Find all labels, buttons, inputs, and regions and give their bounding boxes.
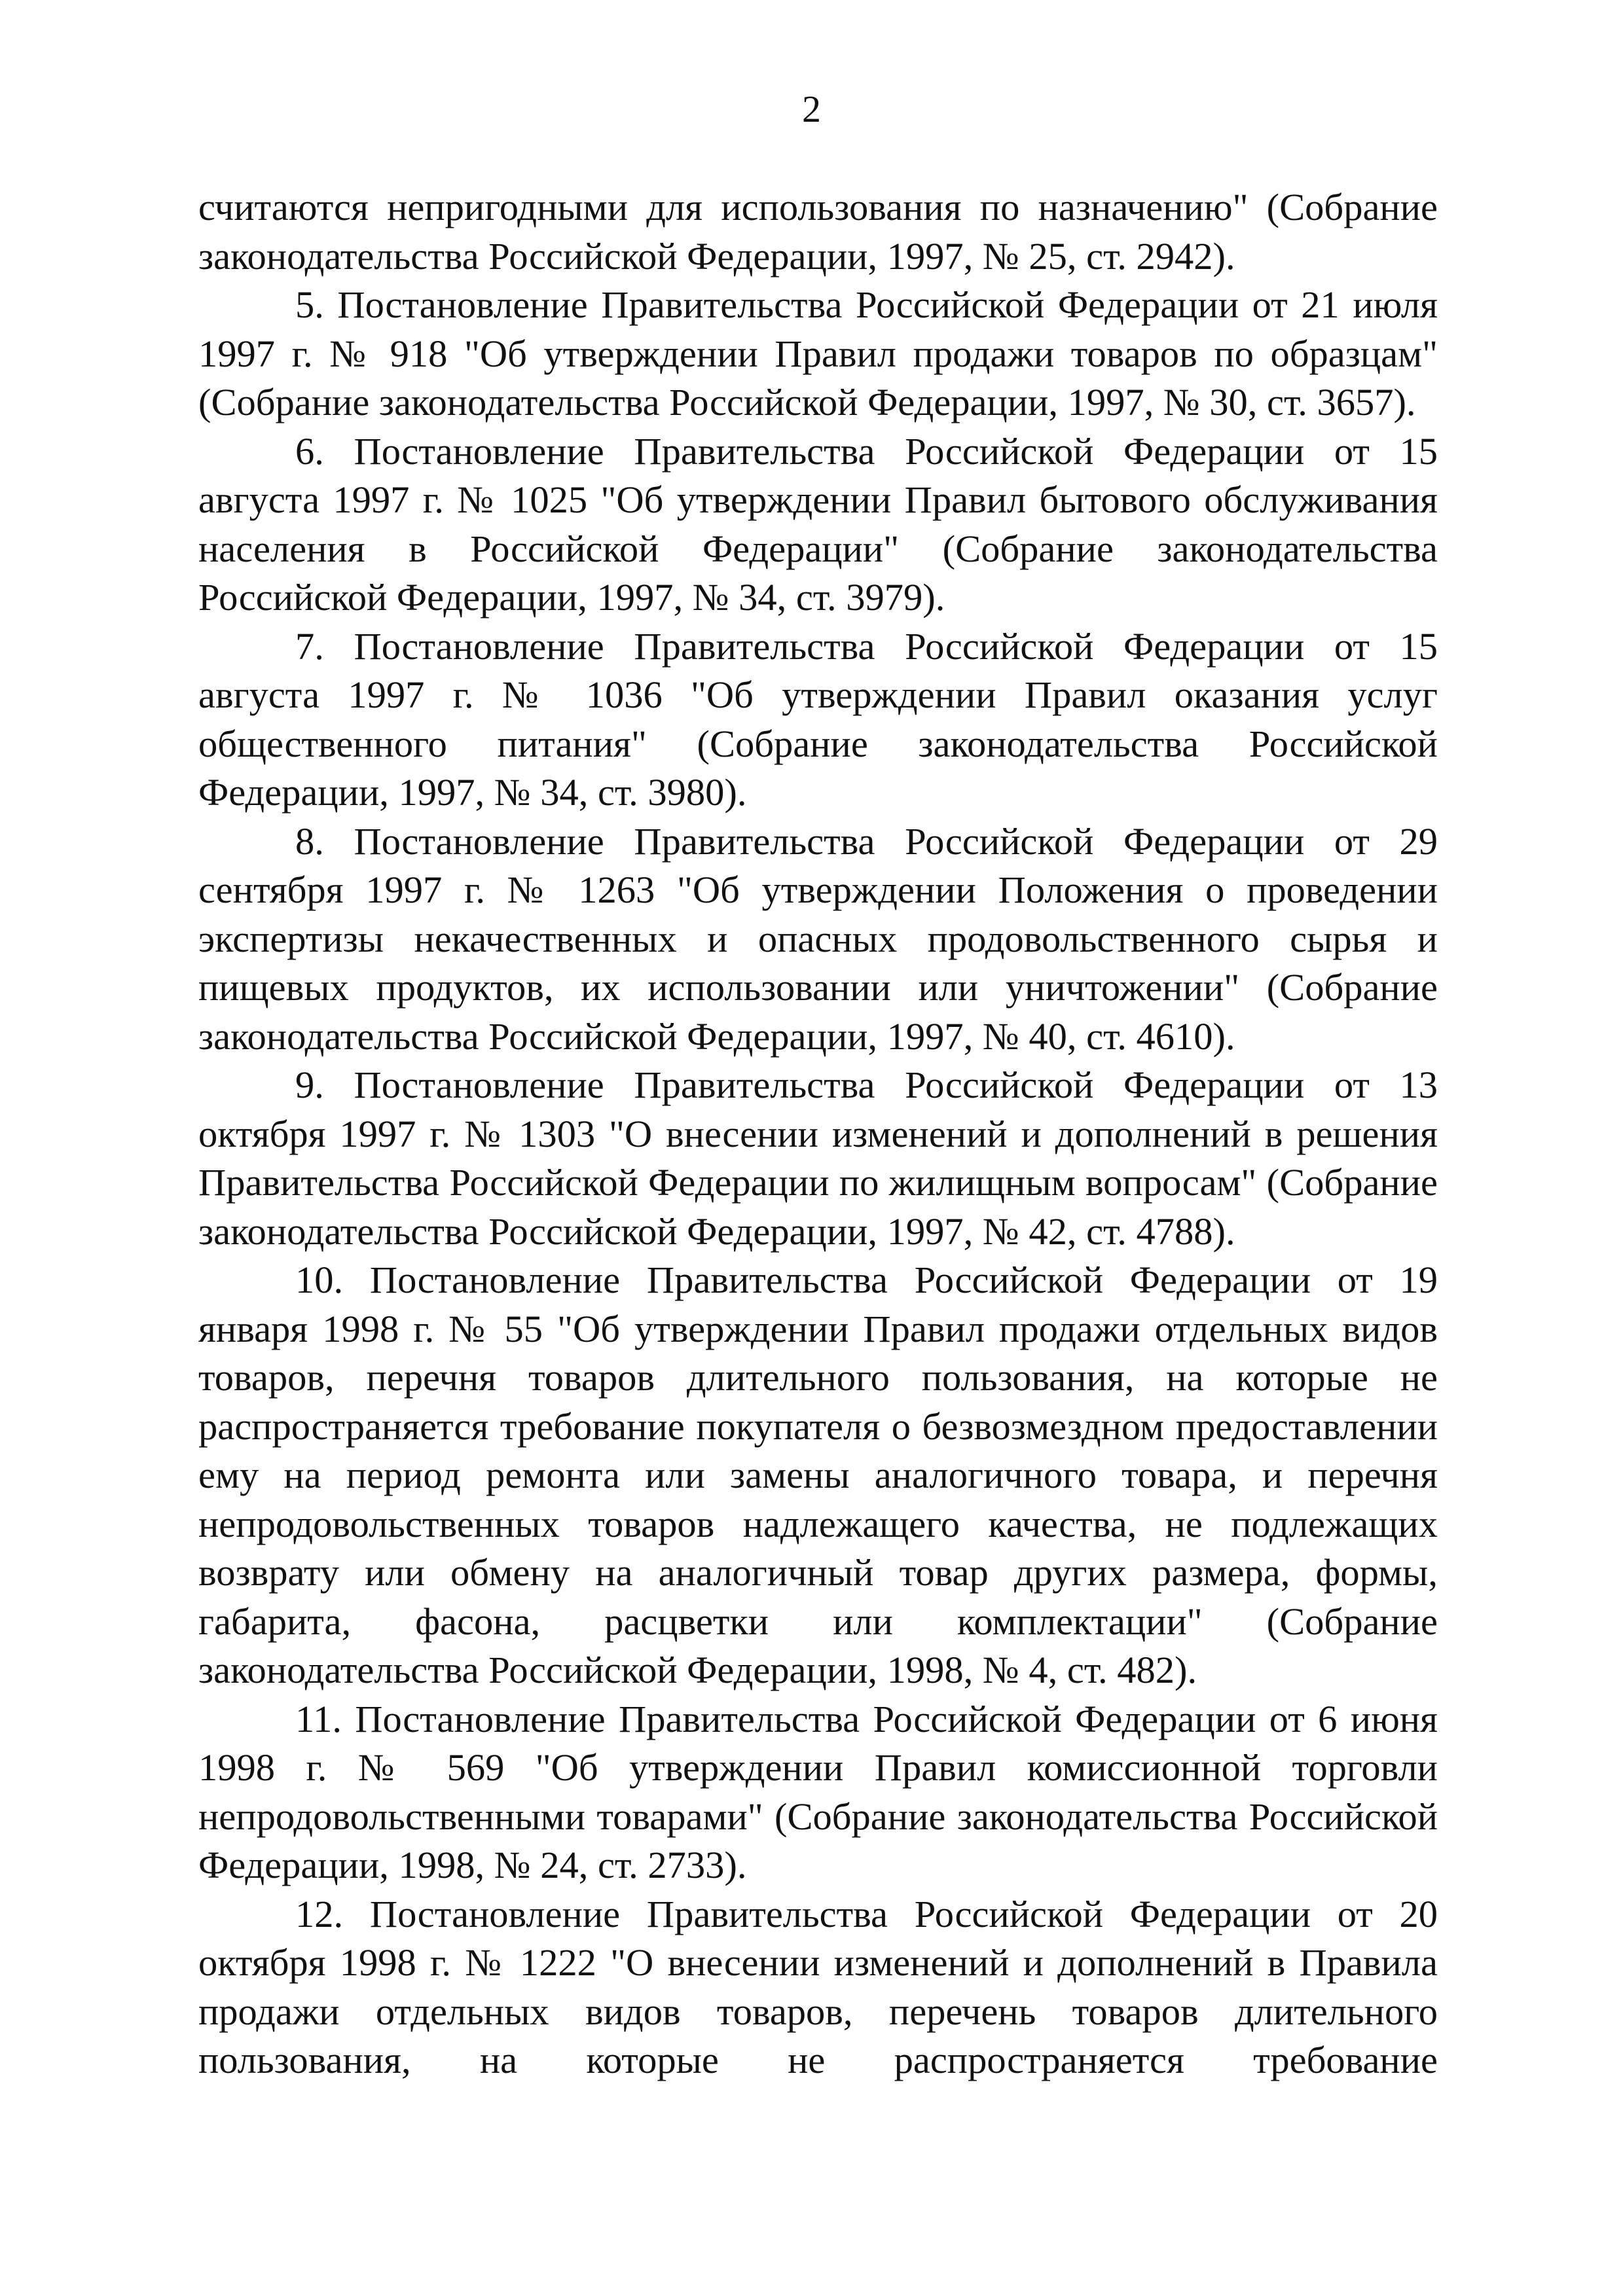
list-item-9: 9. Постановление Правительства Российской Федерации от 13 октября 1997 г. № 1303 "О внесении изменений и дополнений в решения Правительства Российской Федерации по жилищным вопросам" (Собрание законодательства Российской Федерации, 1997, № 42, ст. 4788). xyxy=(198,1064,1438,1253)
list-item-8: 8. Постановление Правительства Российской Федерации от 29 сентября 1997 г. № 1263 "Об утверждении Положения о проведении экспертизы некачественных и опасных продовольственного сырья и пищевых продуктов, их использовании или уничтожении" (Собрание законодательства Российской Федерации, 1997, № 40, ст. 4610). xyxy=(198,819,1438,1058)
page-number: 2 xyxy=(802,88,821,130)
list-item-12: 12. Постановление Правительства Российской Федерации от 20 октября 1998 г. № 1222 "О внесении изменений и дополнений в Правила продажи отдельных видов товаров, перечень товаров длительного пользования, на которые не распространяется требование xyxy=(198,1892,1438,2081)
paragraph-continuation: считаются непригодными для использования по назначению" (Собрание законодательства Российской Федерации, 1997, № 25, ст. 2942). xyxy=(198,186,1438,278)
list-item-11: 11. Постановление Правительства Российской Федерации от 6 июня 1998 г. № 569 "Об утверждении Правил комиссионной торговли непродовольственными товарами" (Собрание законодательства Российской Федерации, 1998, № 24, ст. 2733). xyxy=(198,1697,1438,1886)
list-item-10: 10. Постановление Правительства Российской Федерации от 19 января 1998 г. № 55 "Об утверждении Правил продажи отдельных видов товаров, перечня товаров длительного пользования, на которые не распространяется требование покупателя о безвозмездном предоставлении ему на период ремонта или замены аналогичного товара, и перечня непродовольственных товаров надлежащего качества, не подлежащих возврату или обмену на аналогичный товар других размера, формы, габарита, фасона, расцветки или комплектации" (Собрание законодательства Российской Федерации, 1998, № 4, ст. 482). xyxy=(198,1259,1438,1691)
list-item-6: 6. Постановление Правительства Российской Федерации от 15 августа 1997 г. № 1025 "Об утверждении Правил бытового обслуживания населения в Российской Федерации" (Собрание законодательства Российской Федерации, 1997, № 34, ст. 3979). xyxy=(198,429,1438,619)
list-item-5: 5. Постановление Правительства Российской Федерации от 21 июля 1997 г. № 918 "Об утверждении Правил продажи товаров по образцам" (Собрание законодательства Российской Федерации, 1997, № 30, ст. 3657). xyxy=(198,283,1438,423)
list-item-7: 7. Постановление Правительства Российской Федерации от 15 августа 1997 г. № 1036 "Об утверждении Правил оказания услуг общественного питания" (Собрание законодательства Российской Федерации, 1997, № 34, ст. 3980). xyxy=(198,624,1438,814)
document-body xyxy=(198,183,1438,2085)
